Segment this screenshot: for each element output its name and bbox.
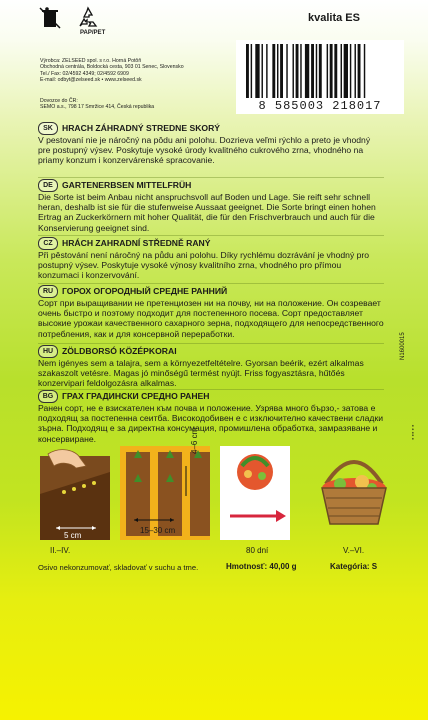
importer-line: SEMO a.s., 798 17 Smržice 414, Česká republika [40, 104, 155, 111]
section-text: V pestovaní nie je náročný na pôdu ani polohu. Dozrieva veľmi rýchlo a preto je vhodný pre postupný výsev. Poskytuje vysoké úrody kvalitného cukrového zrna, vhodného na priamy konzum i konzervárenské spracovanie. [38, 135, 371, 166]
producer-line: Výrobca: ZELSEED spol. s r.o. Horná Potôň [40, 58, 142, 64]
producer-info [40, 58, 240, 84]
section-title: GARTENERBSEN MITTELFRÜH [62, 180, 192, 191]
storage-note: Osivo nekonzumovať, skladovať v suchu a tme. [38, 563, 199, 572]
section-title: HRACH ZÁHRADNÝ STREDNE SKORÝ [62, 123, 221, 134]
section-ru [38, 285, 384, 339]
producer-line: Obchodná centrála, Boldocká cesta, 903 01 Senec, Slovensko [40, 64, 184, 71]
category-label: Kategória: S [330, 562, 378, 571]
section-text: Сорт при выращивании не претенциозен ни на почву, ни на положение. Он созревает очень быстро и поэтому подходит для постепенного посева. Сорт предоставляет высокие урожаи качественного сахарного зерна, подходящего для непосредственного потребления, как и для консервной переработки. [38, 298, 384, 339]
sowing-hand-icon [40, 436, 110, 540]
lang-badge: CZ [38, 237, 58, 250]
sow-spacing-label: 5 cm [64, 531, 82, 540]
barcode-image [246, 44, 396, 98]
side-mark: ● ●● ● ● [410, 424, 415, 440]
row-spacing-label: 4–6 cm [190, 427, 199, 454]
lang-badge: RU [38, 285, 58, 298]
section-title: ГОРОХ ОГОРОДНЫЙ СРЕДНЕ РАННИЙ [62, 286, 228, 297]
lang-badge: SK [38, 122, 58, 135]
harvest-months-label: V.–VI. [343, 546, 365, 555]
producer-line: Tel./ Fax: 02/4592 4349; 02/4592 6909 [40, 70, 129, 77]
producer-line: E-mail: odbyt@zelseed.sk • www.zelseed.sk [40, 77, 142, 84]
harvest-days-label: 80 dní [246, 546, 269, 555]
divider [38, 235, 384, 236]
section-title: HRÁCH ZAHRADNÍ STŘEDNĚ RANÝ [62, 238, 211, 249]
importer-line: Dovozce do ČR: [40, 98, 78, 104]
sowing-pictograms [40, 427, 398, 540]
sow-months-label: II.–IV. [50, 546, 71, 555]
row-width-label: 15–30 cm [140, 526, 176, 535]
section-de [38, 179, 384, 233]
weight-label: Hmotnosť: 40,00 g [226, 562, 297, 571]
barcode-box [236, 40, 404, 114]
trash-bin-icon [38, 6, 62, 30]
lang-badge: BG [38, 390, 58, 403]
recycle-icons [38, 6, 100, 30]
section-text: Ранен сорт, не е взискателен към почва и положение. Узрява много бързо,- затова е подходящ за постепенна сеитба. Високодобивен е с изключително качествени сладки зърна. Подходящ е за директна консумация, промишлена обработка, замразяване и консервиране. [38, 403, 383, 444]
lang-badge: DE [38, 179, 58, 192]
importer-info [40, 98, 240, 111]
quality-label: kvalita ES [308, 12, 360, 24]
lang-badge: HU [38, 345, 58, 358]
divider [38, 343, 384, 344]
recycle-label: PAP/PET [80, 30, 106, 36]
section-text: Die Sorte ist beim Anbau nicht anspruchsvoll auf Boden und Lage. Sie reift sehr schnell heran, deshalb ist sie für die stufenweise Aussaat geeignet. Die Sorte bringt einen hohen Ertrag an Zuckerkörnern mit hoher Qualität, die für den Frischverbrauch und auch für die Konservierung geeignet sind. [38, 192, 376, 233]
harvest-time-icon [220, 436, 290, 540]
side-code: N1600015 [400, 332, 406, 360]
divider [38, 177, 384, 178]
divider [38, 283, 384, 284]
section-cz [38, 237, 384, 281]
section-title: ГРАХ ГРАДИНСКИ СРЕДНО РАНЕН [62, 391, 210, 402]
section-text: Při pěstování není náročný na půdu ani polohu. Díky rychlému dozrávání je vhodný pro postupný výsev. Poskytuje vysoké výnosy kvalitního zrna, vhodného pro přímou konzumaci i konzervování. [38, 250, 370, 281]
barcode-number: 8 585003 218017 [258, 99, 382, 113]
harvest-basket-icon [310, 436, 398, 540]
section-sk [38, 122, 384, 166]
section-hu [38, 345, 384, 389]
recycle-icon [76, 6, 100, 30]
section-text: Nem igényes sem a talajra, sem a környezetfeltételre. Gyorsan beérik, ezért alkalmas szakaszolt vetésre. Magas jó minőségű termést nyújt. Friss fogyasztásra, hűtőés konzervipari feldolgozásra alkalmas. [38, 358, 364, 389]
section-title: ZÖLDBORSÓ KÖZÉPKORAI [62, 346, 177, 357]
